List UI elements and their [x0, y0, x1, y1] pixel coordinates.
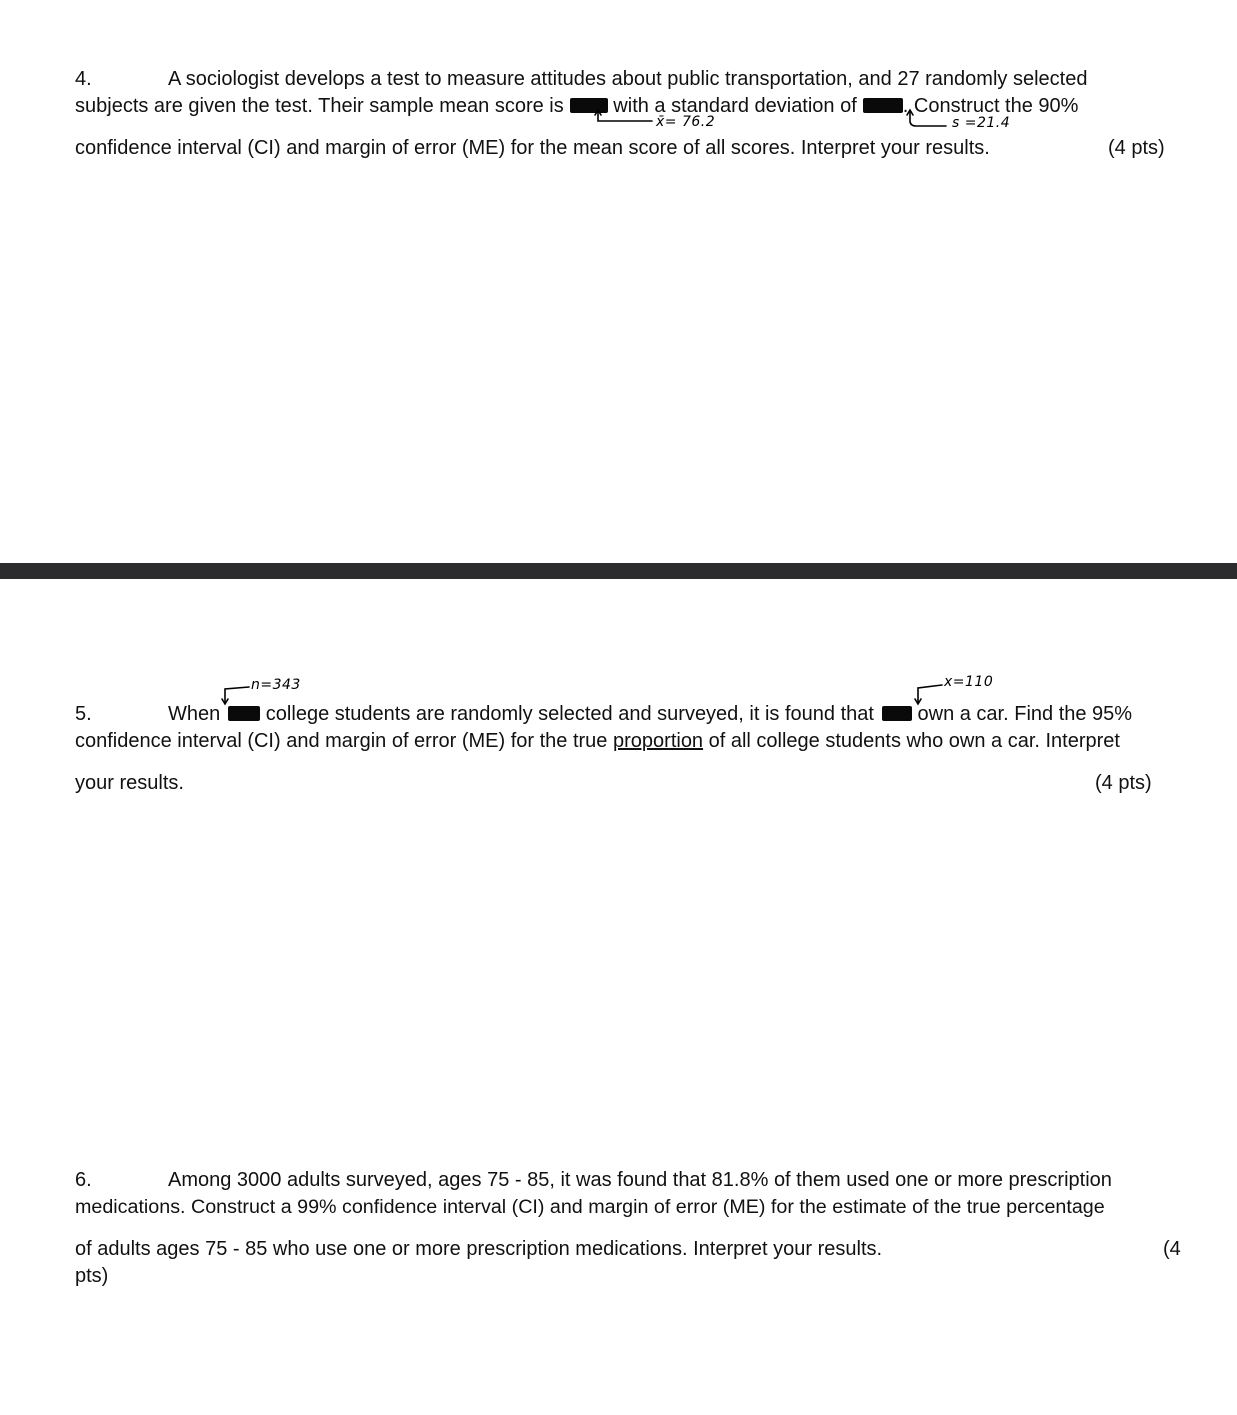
q4-line3: confidence interval (CI) and margin of error (ME) for the mean score of all scores. Interpret your results.: [75, 137, 990, 159]
arrow-n: [225, 687, 249, 703]
q6-line1: Among 3000 adults surveyed, ages 75 - 85, it was found that 81.8% of them used one or more prescription: [168, 1169, 1112, 1191]
arrow-x: [918, 685, 942, 703]
note-x: x=110: [944, 674, 994, 690]
q5-points: (4 pts): [1095, 772, 1152, 794]
q6-line2: medications. Construct a 99% confidence interval (CI) and margin of error (ME) for the estimate of the true percentage: [75, 1196, 1105, 1218]
q4-line2-end: . Construct the 90%: [902, 95, 1079, 117]
q5-proportion: proportion: [613, 730, 704, 752]
q5-line3: your results.: [75, 772, 184, 794]
q4-line1: A sociologist develops a test to measure attitudes about public transportation, and 27 randomly selected: [168, 68, 1088, 90]
q5-line2-end: of all college students who own a car. Interpret: [703, 730, 1120, 752]
arrow-mean: [598, 112, 652, 121]
q5-number: 5.: [75, 703, 92, 725]
note-mean: x̄= 76.2: [656, 114, 716, 130]
q6-number: 6.: [75, 1169, 92, 1191]
q4-line2-start: subjects are given the test. Their sample mean score is: [75, 95, 564, 117]
q5-line1-start: When: [168, 703, 221, 725]
q5-line1-mid: college students are randomly selected and surveyed, it is found that: [260, 703, 874, 725]
q6-points-b: pts): [75, 1265, 109, 1287]
q4-number: 4.: [75, 68, 92, 90]
q5-line2-start: confidence interval (CI) and margin of error (ME) for the true: [75, 730, 613, 752]
q5-line1-end: own a car. Find the 95%: [911, 703, 1133, 725]
q6-points-a: (4: [1163, 1238, 1181, 1260]
note-n: n=343: [251, 677, 301, 693]
note-sd: s =21.4: [952, 115, 1011, 131]
arrow-sd: [910, 112, 946, 126]
q4-line2-mid: with a standard deviation of: [607, 95, 857, 117]
q4-points: (4 pts): [1108, 137, 1165, 159]
q6-line3: of adults ages 75 - 85 who use one or more prescription medications. Interpret your results.: [75, 1238, 883, 1260]
